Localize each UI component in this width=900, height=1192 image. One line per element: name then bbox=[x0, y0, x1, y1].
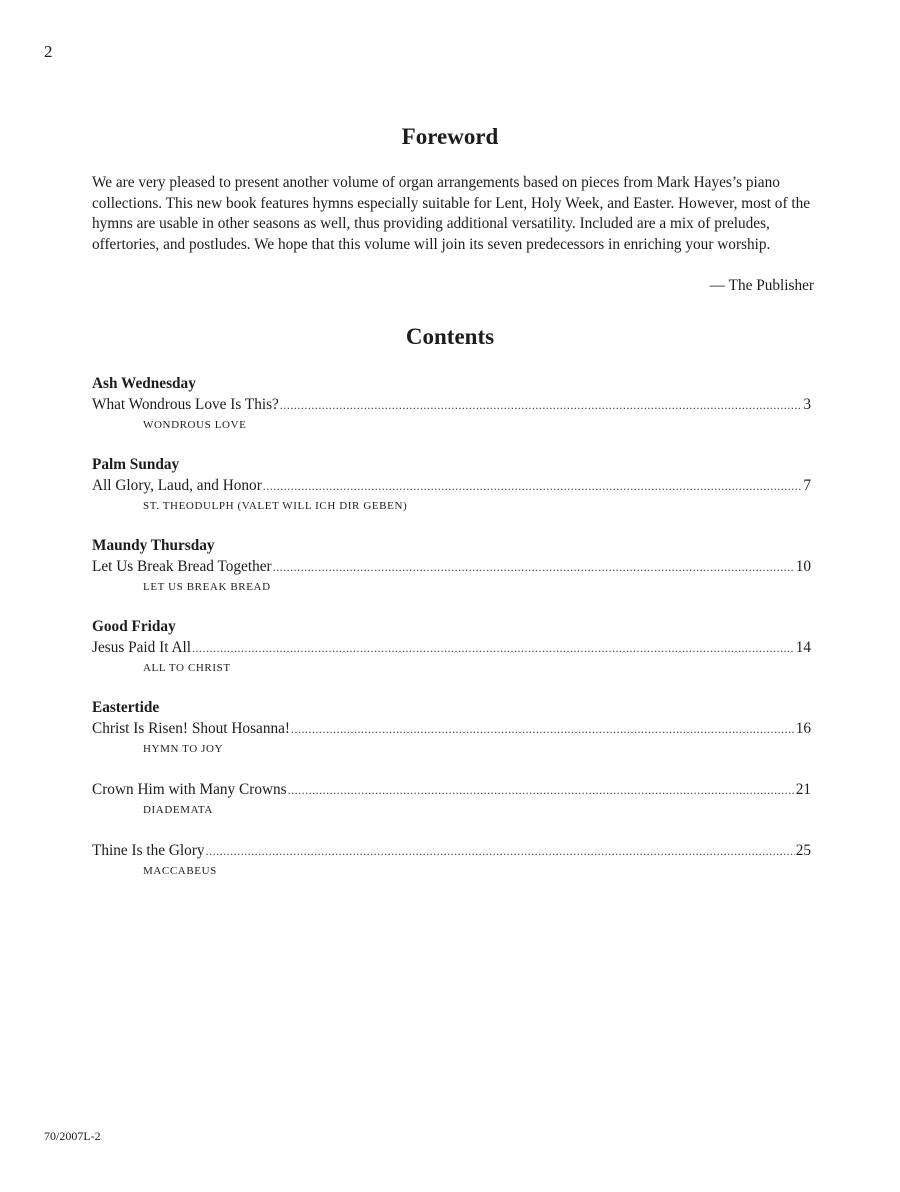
toc-entry-line bbox=[92, 718, 811, 739]
entry-page-number: 25 bbox=[795, 842, 811, 859]
toc-entry-line bbox=[92, 840, 811, 861]
hymn-tune-name: LET US BREAK BREAD bbox=[143, 581, 271, 593]
toc-section-good-friday bbox=[92, 617, 811, 678]
dot-leader bbox=[288, 780, 795, 801]
toc-entry bbox=[92, 840, 811, 881]
dot-leader bbox=[280, 395, 803, 416]
foreword-signature: — The Publisher bbox=[709, 277, 814, 294]
entry-page-number: 16 bbox=[795, 720, 811, 737]
hymn-tune-name: WONDROUS LOVE bbox=[143, 419, 247, 431]
section-title: Maundy Thursday bbox=[92, 537, 215, 554]
entry-title: What Wondrous Love Is This? bbox=[92, 396, 279, 413]
toc-entry bbox=[92, 394, 811, 435]
toc-section-ash-wednesday bbox=[92, 374, 811, 435]
entry-page-number: 14 bbox=[795, 639, 811, 656]
page-number: 2 bbox=[44, 42, 53, 61]
toc-entry bbox=[92, 718, 811, 759]
entry-page-number: 21 bbox=[795, 781, 811, 798]
section-title: Ash Wednesday bbox=[92, 375, 196, 392]
toc-entry-line bbox=[92, 556, 811, 577]
toc-entry bbox=[92, 475, 811, 516]
toc-section-palm-sunday bbox=[92, 455, 811, 516]
entry-title: All Glory, Laud, and Honor bbox=[92, 477, 262, 494]
toc-entry-line bbox=[92, 394, 811, 415]
dot-leader bbox=[291, 719, 795, 740]
contents-heading: Contents bbox=[405, 324, 495, 349]
toc-entry-line bbox=[92, 637, 811, 658]
entry-page-number: 7 bbox=[803, 477, 811, 494]
entry-page-number: 3 bbox=[803, 396, 811, 413]
entry-page-number: 10 bbox=[795, 558, 811, 575]
section-title: Eastertide bbox=[92, 699, 160, 716]
toc-entry bbox=[92, 556, 811, 597]
catalog-number: 70/2007L-2 bbox=[44, 1129, 101, 1143]
toc-entry bbox=[92, 637, 811, 678]
entry-title: Thine Is the Glory bbox=[92, 842, 205, 859]
hymn-tune-name: ST. THEODULPH (VALET WILL ICH DIR GEBEN) bbox=[143, 500, 408, 512]
toc-entry-line bbox=[92, 475, 811, 496]
section-title: Palm Sunday bbox=[92, 456, 180, 473]
dot-leader bbox=[192, 638, 795, 659]
section-title: Good Friday bbox=[92, 618, 176, 635]
dot-leader bbox=[263, 476, 803, 497]
entry-title: Christ Is Risen! Shout Hosanna! bbox=[92, 720, 291, 737]
table-of-contents bbox=[92, 374, 811, 901]
toc-entry-line bbox=[92, 779, 811, 800]
toc-entry bbox=[92, 779, 811, 820]
hymn-tune-name: ALL TO CHRIST bbox=[143, 662, 231, 674]
entry-title: Crown Him with Many Crowns bbox=[92, 781, 287, 798]
dot-leader bbox=[273, 557, 795, 578]
entry-title: Let Us Break Bread Together bbox=[92, 558, 272, 575]
entry-title: Jesus Paid It All bbox=[92, 639, 192, 656]
dot-leader bbox=[206, 841, 795, 862]
toc-section-maundy-thursday bbox=[92, 536, 811, 597]
foreword-heading: Foreword bbox=[401, 124, 499, 149]
hymn-tune-name: HYMN TO JOY bbox=[143, 743, 224, 755]
hymn-tune-name: MACCABEUS bbox=[143, 865, 217, 877]
hymn-tune-name: DIADEMATA bbox=[143, 804, 213, 816]
toc-section-eastertide bbox=[92, 698, 811, 881]
foreword-body: We are very pleased to present another volume of organ arrangements based on pieces from Mark Hayes’s piano collections. This new book features hymns especially suitable for Lent, Holy Week, and Easter. However, most of the hymns are usable in other seasons as well, thus providing additional versatility. Included are a mix of preludes, offertories, and postludes. We hope that this volume will join its seven predecessors in enriching your worship. bbox=[92, 174, 811, 253]
